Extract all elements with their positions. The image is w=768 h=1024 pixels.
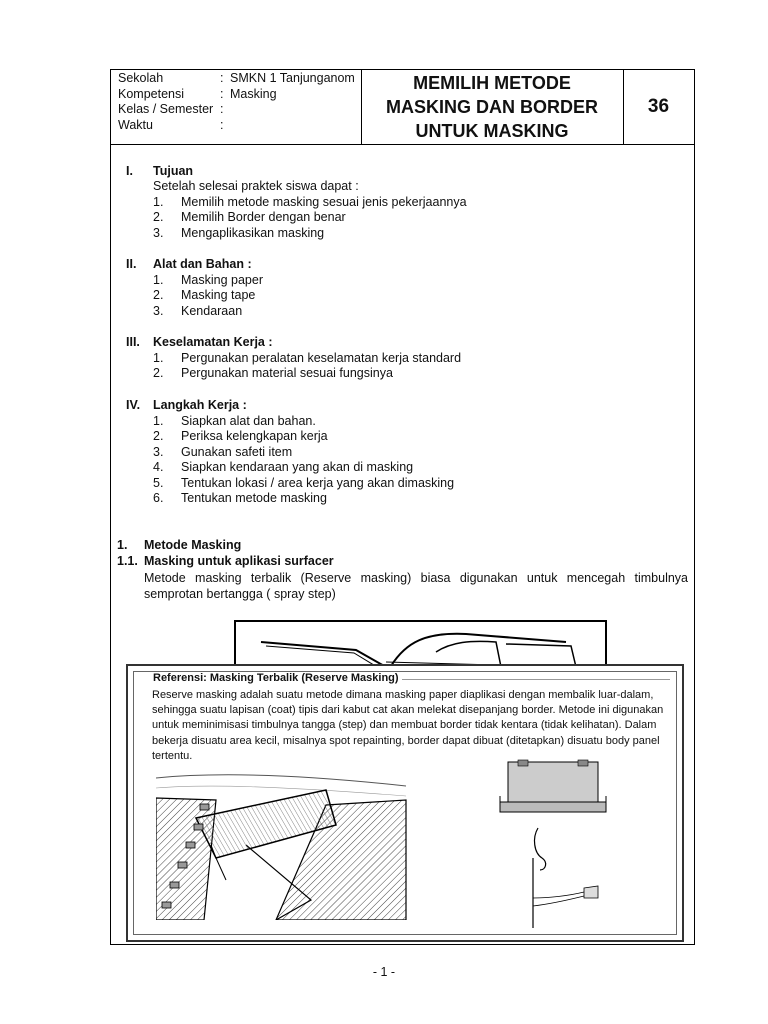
field-key: Kompetensi xyxy=(118,86,185,101)
list-item: Gunakan safeti item xyxy=(181,445,293,459)
section-title-tujuan: Tujuan xyxy=(153,164,194,178)
reference-box xyxy=(126,664,684,942)
list-number: 3. xyxy=(153,445,164,459)
page-number: - 1 - xyxy=(372,965,396,979)
field-colon: : xyxy=(220,117,224,132)
section-number: I. xyxy=(126,164,133,178)
field-value: Masking xyxy=(230,86,277,101)
list-item: Periksa kelengkapan kerja xyxy=(181,429,328,443)
list-item: Memilih Border dengan benar xyxy=(181,210,346,224)
section-title-alat: Alat dan Bahan : xyxy=(153,257,252,271)
masking-paper-spray-illustration xyxy=(488,758,618,928)
list-number: 1. xyxy=(153,414,164,428)
header-row-waktu xyxy=(118,118,230,134)
header-table xyxy=(111,70,694,145)
reference-title: Referensi: Masking Terbalik (Reserve Masking) xyxy=(150,672,402,684)
field-key: Sekolah xyxy=(118,71,164,85)
list-item: Siapkan kendaraan yang akan di masking xyxy=(181,460,414,474)
divider xyxy=(400,679,670,680)
section-number: II. xyxy=(126,257,137,271)
list-item: Pergunakan peralatan keselamatan kerja standard xyxy=(181,351,462,365)
list-item: Masking paper xyxy=(181,273,263,287)
heading-number: 1.1. xyxy=(117,554,138,568)
field-colon: : xyxy=(220,71,224,85)
section-title-keselamatan: Keselamatan Kerja : xyxy=(153,335,273,349)
reference-line: sehingga suatu lapisan (coat) tipis dari kabut cat akan melekat disepanjang border. Metode ini digunakan xyxy=(152,704,664,717)
list-number: 1. xyxy=(153,195,164,209)
section-title-langkah: Langkah Kerja : xyxy=(153,398,247,412)
list-item: Masking tape xyxy=(181,288,256,302)
list-item: Tentukan metode masking xyxy=(181,491,327,505)
title-line: UNTUK MASKING xyxy=(415,121,569,141)
header-row-kompetensi xyxy=(118,87,277,103)
reference-line: tertentu. xyxy=(152,749,193,762)
heading-number: 1. xyxy=(117,538,128,552)
list-item: Memilih metode masking sesuai jenis pekerjaannya xyxy=(181,195,467,209)
car-outline-drawing xyxy=(236,622,607,670)
reverse-masking-panel-illustration xyxy=(156,770,410,920)
list-item: Pergunakan material sesuai fungsinya xyxy=(181,366,393,380)
reference-line: untuk meminimisasi timbulnya tangga (step) dan membuat border tidak kentara (tidak kelihatan). Dalam xyxy=(152,719,657,732)
list-number: 3. xyxy=(153,226,164,240)
list-number: 4. xyxy=(153,460,164,474)
reference-line: bekerja disuatu area kecil, misalnya spot repainting, border dapat dibuat (ditetapkan) disuatu body panel xyxy=(152,734,660,747)
list-number: 3. xyxy=(153,304,164,318)
heading-metode-masking: Metode Masking xyxy=(144,538,242,552)
list-number: 6. xyxy=(153,491,164,505)
title-line: MEMILIH METODE xyxy=(413,73,571,93)
list-number: 1. xyxy=(153,273,164,287)
header-row-sekolah xyxy=(118,71,355,87)
reference-text xyxy=(152,688,664,764)
list-number: 2. xyxy=(153,288,164,302)
field-key: Kelas / Semester xyxy=(118,102,214,116)
car-door-illustration xyxy=(234,620,607,670)
reference-line: Reserve masking adalah suatu metode dimana masking paper diaplikasi dengan membalik luar-dalam, xyxy=(152,689,654,701)
section-number: III. xyxy=(126,335,140,349)
sheet-number: 36 xyxy=(647,96,670,117)
list-number: 1. xyxy=(153,351,164,365)
metode-paragraph: Metode masking terbalik (Reserve masking) biasa digunakan untuk mencegah timbulnya semprotan bertangga ( spray step) xyxy=(144,571,688,601)
field-value: SMKN 1 Tanjunganom xyxy=(230,71,355,85)
field-key: Waktu xyxy=(118,117,153,132)
list-item: Siapkan alat dan bahan. xyxy=(181,414,316,428)
heading-surfacer: Masking untuk aplikasi surfacer xyxy=(144,554,334,568)
list-number: 5. xyxy=(153,476,164,490)
list-item: Mengaplikasikan masking xyxy=(181,226,325,240)
list-item: Tentukan lokasi / area kerja yang akan dimasking xyxy=(181,476,455,490)
document-title xyxy=(361,70,624,144)
tujuan-intro: Setelah selesai praktek siswa dapat : xyxy=(153,179,359,193)
list-number: 2. xyxy=(153,429,164,443)
list-item: Kendaraan xyxy=(181,304,243,318)
list-number: 2. xyxy=(153,366,164,380)
header-info xyxy=(111,70,362,144)
field-colon: : xyxy=(220,102,224,116)
title-line: MASKING DAN BORDER xyxy=(385,97,598,117)
field-colon: : xyxy=(220,86,224,101)
header-row-kelas xyxy=(118,102,230,118)
list-number: 2. xyxy=(153,210,164,224)
section-number: IV. xyxy=(126,398,141,412)
